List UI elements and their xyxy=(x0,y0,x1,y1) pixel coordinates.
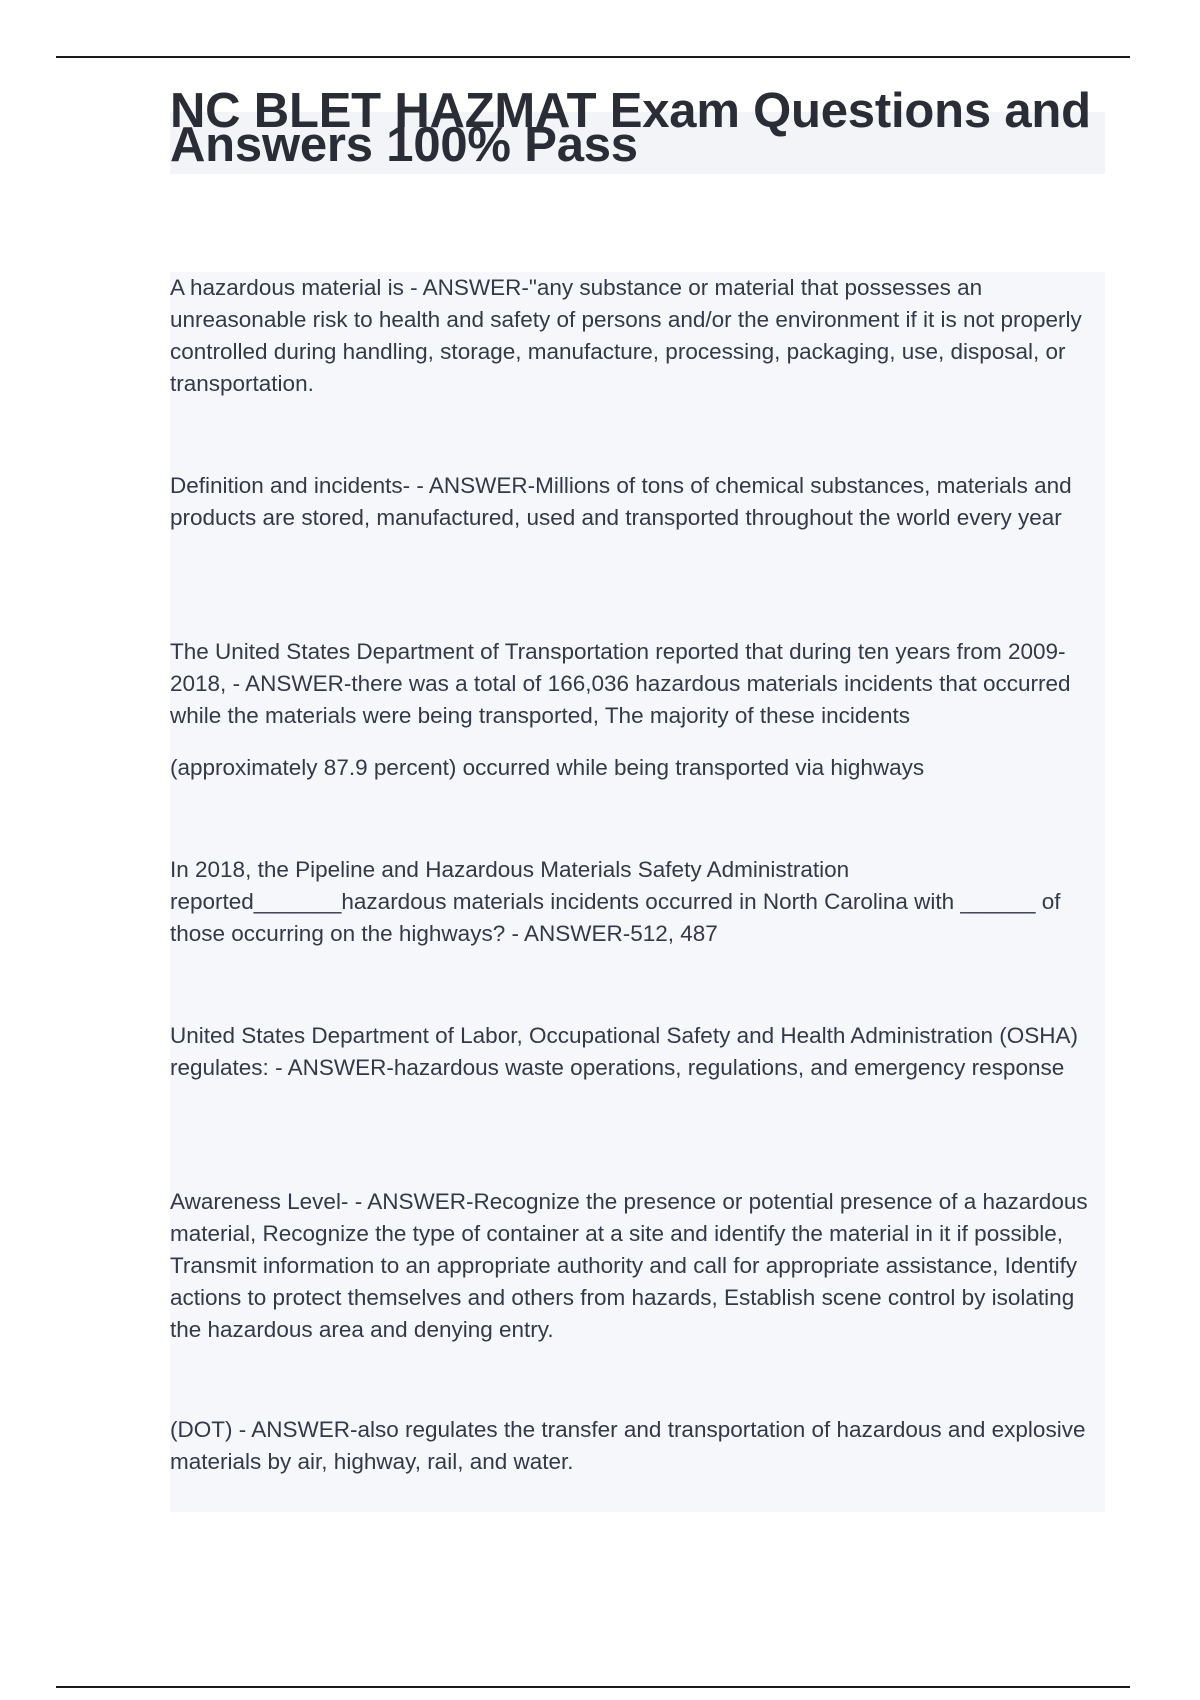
qa-question: Awareness Level- xyxy=(170,1189,349,1214)
qa-item xyxy=(170,1414,1110,1478)
qa-separator: - ANSWER- xyxy=(505,921,631,946)
qa-answer: there was a total of 166,036 hazardous materials incidents that occurred while the materials were being transported, The majority of these incidents xyxy=(170,671,1071,728)
qa-answer-continuation: (approximately 87.9 percent) occurred while being transported via highways xyxy=(170,755,925,780)
qa-answer: Millions of tons of chemical substances, materials and products are stored, manufactured, used and transported throughout the world every year xyxy=(170,473,1072,530)
qa-question: The United States Department of Transportation reported that during ten years from 2009-2018, xyxy=(170,639,1066,696)
bottom-rule xyxy=(56,1686,1130,1688)
qa-item xyxy=(170,470,1110,534)
qa-question: United States Department of Labor, Occupational Safety and Health Administration (OSHA) regulates: xyxy=(170,1023,1078,1080)
qa-answer: hazardous waste operations, regulations, and emergency response xyxy=(393,1055,1065,1080)
qa-question: (DOT) xyxy=(170,1417,233,1442)
document-title: NC BLET HAZMAT Exam Questions and Answers 100% Pass xyxy=(170,84,1091,172)
qa-item xyxy=(170,1020,1110,1084)
qa-separator: - ANSWER- xyxy=(226,671,352,696)
qa-separator: - ANSWER- xyxy=(410,473,536,498)
qa-question: A hazardous material is xyxy=(170,275,404,300)
qa-item xyxy=(170,636,1110,732)
qa-answer: "any substance or material that possesses an unreasonable risk to health and safety of persons and/or the environment if it is not properly controlled during handling, storage, manufacture, processing, packaging, use, disposal, or transportation. xyxy=(170,275,1082,396)
qa-answer: Recognize the presence or potential presence of a hazardous material, Recognize the type of container at a site and identify the material in it if possible, Transmit information to an appropriate authority and call for appropriate assistance, Identify actions to protect themselves and others from hazards, Establish scene control by isolating the hazardous area and denying entry. xyxy=(170,1189,1088,1342)
qa-separator: - ANSWER- xyxy=(232,1417,358,1442)
top-rule xyxy=(56,56,1130,58)
qa-question: In 2018, the Pipeline and Hazardous Materials Safety Administration reported_______hazardous materials incidents occurred in North Carolina with ______ of those occurring on the highways? xyxy=(170,857,1061,946)
qa-item xyxy=(170,272,1110,400)
qa-separator: - ANSWER- xyxy=(348,1189,474,1214)
qa-item xyxy=(170,1186,1110,1346)
qa-answer: also regulates the transfer and transportation of hazardous and explosive materials by air, highway, rail, and water. xyxy=(170,1417,1086,1474)
qa-question: Definition and incidents- xyxy=(170,473,411,498)
qa-separator: - ANSWER- xyxy=(268,1055,394,1080)
qa-answer: 512, 487 xyxy=(630,921,718,946)
qa-item xyxy=(170,854,1110,950)
qa-separator: - ANSWER- xyxy=(403,275,529,300)
